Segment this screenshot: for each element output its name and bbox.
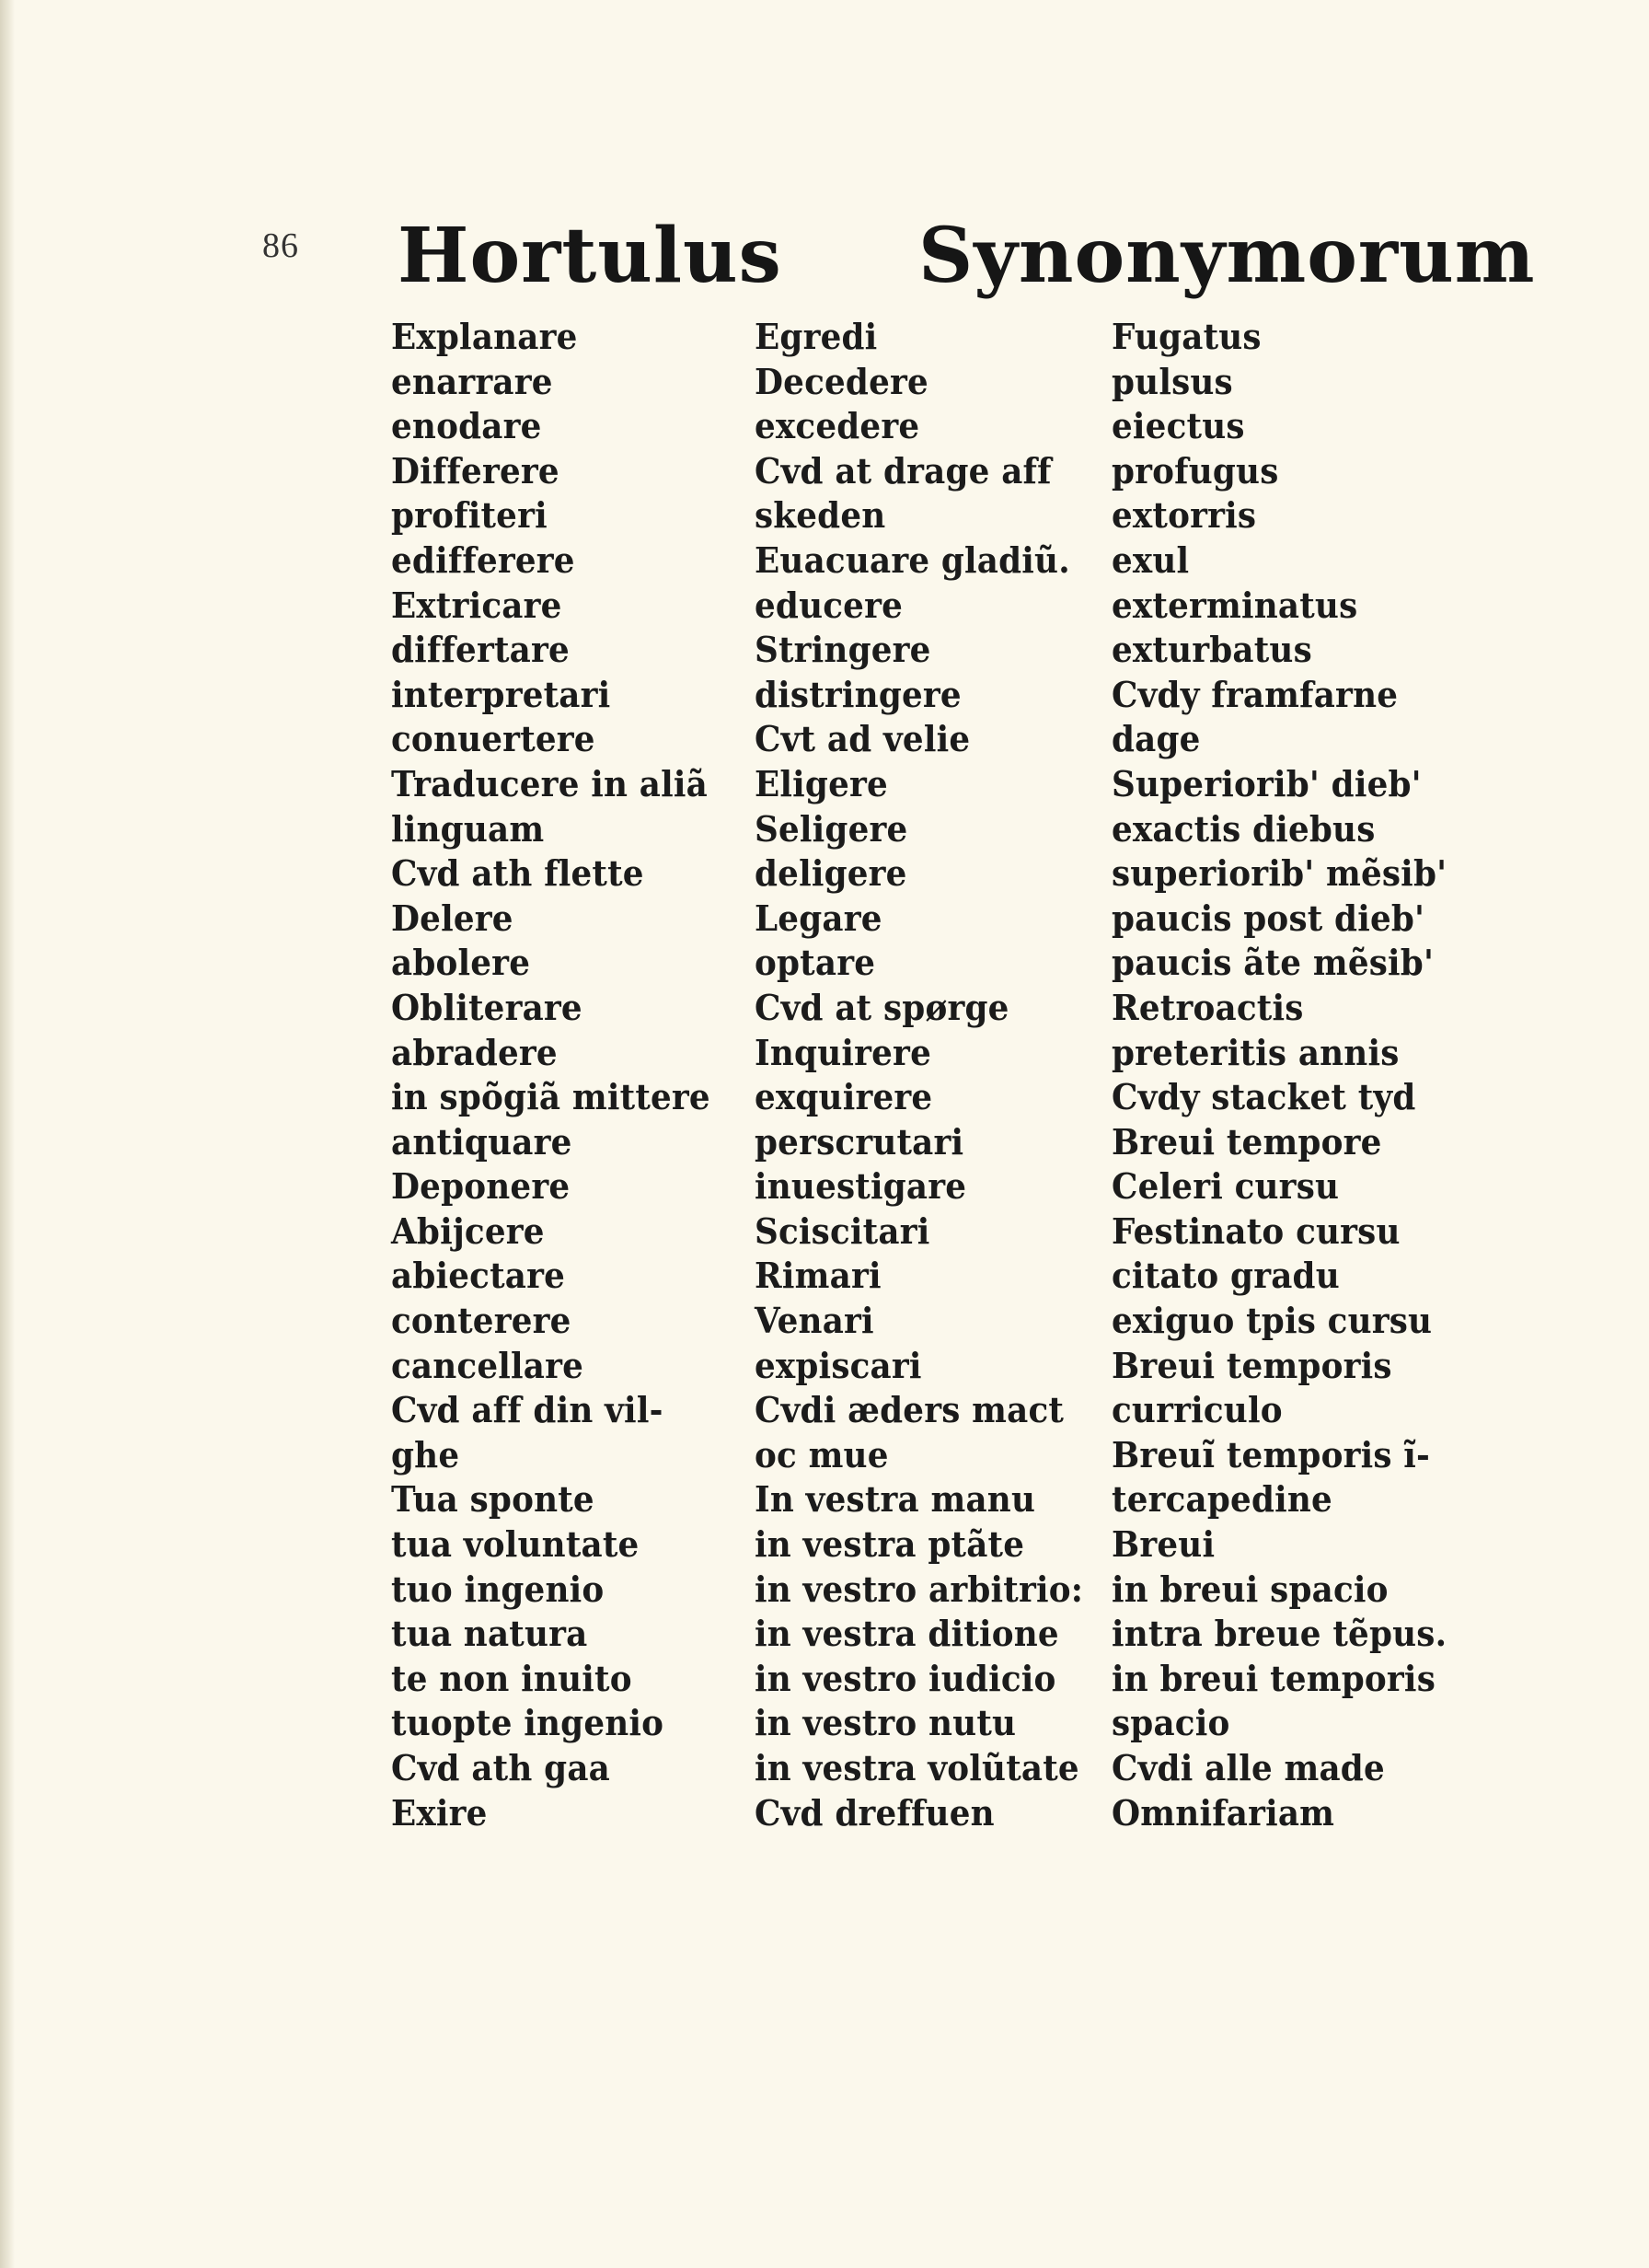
entry: perscrutari [755,1120,964,1163]
entry: Breui temporis [1112,1344,1392,1386]
entry: oc mue [755,1433,889,1475]
entry: tuo ingenio [391,1568,605,1610]
entry: in vestro iudicio [755,1657,1056,1699]
entry: Exire [391,1791,488,1834]
entry: abradere [391,1031,558,1073]
entry: Traducere in aliã [391,762,708,804]
entry: superiorib' mẽsib' [1112,852,1447,895]
synonym-column-2 [755,315,1141,1835]
entry: educere [755,584,904,626]
entry: in vestra ptãte [755,1523,1025,1566]
entry: Cvd ath gaa [391,1747,610,1788]
entry: conuertere [391,718,595,760]
entry: exterminatus [1112,584,1358,626]
entry: Cvdy framfarne [1112,673,1399,715]
entry: ghe [391,1433,460,1475]
entry: profugus [1112,449,1279,492]
entry: Decedere [755,360,928,402]
entry: Breui tempore [1112,1120,1382,1163]
page-number: 86 [262,226,299,265]
binding-edge [0,0,15,2268]
entry: tercapedine [1112,1478,1332,1521]
entry: Omnifariam [1112,1791,1335,1834]
entry: eiectus [1112,405,1245,447]
entry: linguam [391,807,545,850]
entry: exquirere [755,1076,933,1118]
entry: Tua sponte [391,1478,594,1521]
entry: curriculo [1112,1389,1283,1431]
entry: inuestigare [755,1165,967,1208]
entry: in vestro nutu [755,1702,1017,1744]
entry: Eligere [755,762,888,804]
entry: antiquare [391,1120,572,1163]
entry: preteritis annis [1112,1031,1400,1073]
synonym-column-3 [1112,315,1498,1835]
entry: Cvt ad velie [755,718,971,760]
entry: distringere [755,673,962,715]
entry: Cvd at drage aff [755,449,1052,492]
entry: Cvdy stacket tyd [1112,1076,1416,1118]
entry: Festinato cursu [1112,1209,1401,1252]
entry: enodare [391,405,542,447]
entry: Venari [755,1300,874,1342]
entry: Cvd aff din vil- [391,1389,663,1431]
entry: in vestra ditione [755,1613,1059,1655]
entry: tua natura [391,1613,588,1655]
entry: in breui spacio [1112,1568,1389,1610]
entry: Obliterare [391,986,582,1028]
entry: tuopte ingenio [391,1702,664,1744]
entry: Delere [391,897,513,939]
entry: exactis diebus [1112,807,1376,850]
entry: spacio [1112,1702,1230,1744]
entry: in vestra volũtate [755,1747,1079,1788]
entry: Sciscitari [755,1209,930,1252]
entry: Explanare [391,316,578,357]
entry: Celeri cursu [1112,1165,1340,1208]
synonym-column-1 [391,315,778,1835]
entry: deligere [755,852,907,895]
entry: Extricare [391,584,562,626]
entry: excedere [755,405,920,447]
entry: Egredi [755,316,878,357]
heading-left: Hortulus [398,212,782,300]
entry: Retroactis [1112,986,1304,1028]
entry: Cvd at spørge [755,986,1009,1028]
entry: Cvd dreffuen [755,1791,995,1834]
entry: Inquirere [755,1031,931,1073]
entry: in vestro arbitrio: [755,1568,1084,1610]
entry: extorris [1112,494,1257,537]
entry: paucis post dieb' [1112,897,1425,939]
entry: Cvd ath flette [391,852,644,895]
entry: Differere [391,449,559,492]
entry: paucis ãte mẽsib' [1112,942,1435,984]
entry: Fugatus [1112,316,1262,357]
entry: Rimari [755,1255,882,1297]
entry: Seligere [755,807,908,850]
entry: conterere [391,1300,571,1342]
entry: intra breue tẽpus. [1112,1613,1447,1655]
entry: exiguo tpis cursu [1112,1300,1433,1342]
entry: cancellare [391,1344,584,1386]
entry: Breuĩ temporis ĩ- [1112,1433,1431,1475]
entry: dage [1112,718,1201,760]
entry: exul [1112,538,1190,581]
entry: Deponere [391,1165,571,1208]
entry: Breui [1112,1523,1216,1566]
entry: tua voluntate [391,1523,640,1566]
entry: citato gradu [1112,1255,1340,1297]
entry: Superiorib' dieb' [1112,762,1422,804]
entry: abiectare [391,1255,566,1297]
entry: abolere [391,942,531,984]
entry: Abijcere [391,1209,545,1252]
entry: pulsus [1112,360,1233,402]
entry: In vestra manu [755,1478,1036,1521]
heading-right: Synonymorum [918,212,1536,300]
entry: in spõgiã mittere [391,1076,710,1118]
entry: Euacuare gladiũ. [755,538,1070,581]
entry: edifferere [391,538,575,581]
entry: skeden [755,494,886,537]
entry: optare [755,942,876,984]
entry: exturbatus [1112,629,1312,671]
entry: expiscari [755,1344,922,1386]
entry: Legare [755,897,882,939]
entry: interpretari [391,673,611,715]
entry: Cvdi æders mact [755,1389,1065,1431]
entry: profiteri [391,494,548,537]
entry: differtare [391,629,570,671]
entry: in breui temporis [1112,1657,1436,1699]
entry: te non inuito [391,1657,632,1699]
entry: enarrare [391,360,553,402]
entry: Cvdi alle made [1112,1747,1385,1788]
entry: Stringere [755,629,931,671]
